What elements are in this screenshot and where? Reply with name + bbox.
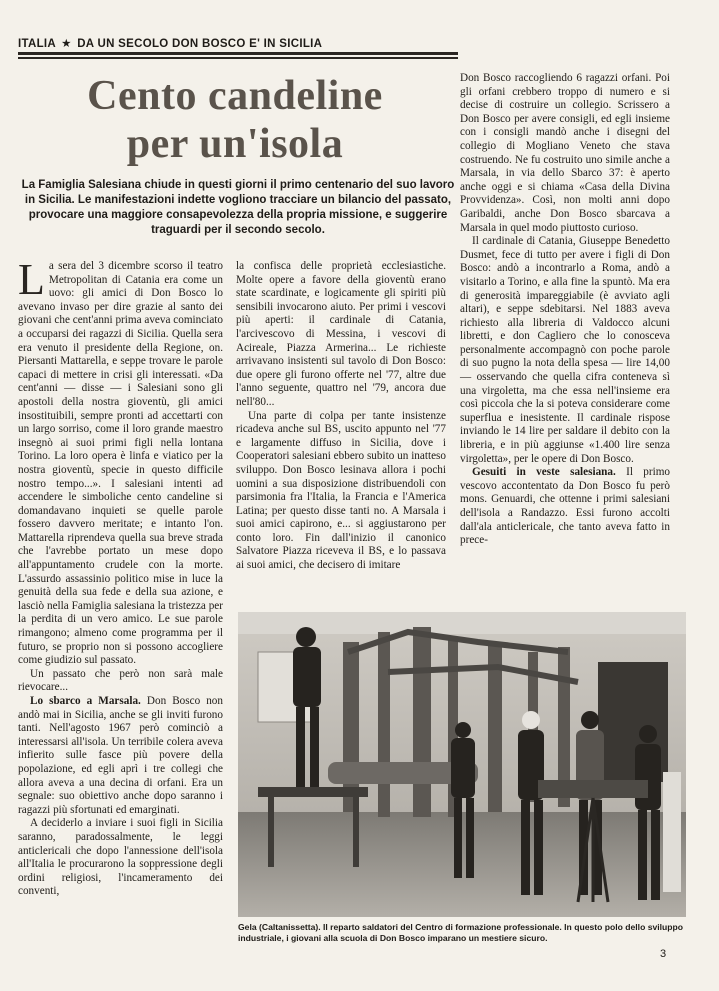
article-lead: La Famiglia Salesiana chiude in questi giorni il primo centenario del suo lavoro in Sicilia. Le manifestazioni indette vogliono tracciare un bilancio del passato, provocare una maggiore consapevolezza della propria missione, e suggerire traguardi per il secondo secolo. xyxy=(21,179,455,236)
caption-place: Gela (Caltanissetta). xyxy=(238,922,321,932)
paragraph: A deciderlo a inviare i suoi figli in Sicilia saranno, paradossalmente, le leggi anticlericali che dopo l'annessione dell'isola all'Italia le procurarono la soppressione degli ordini religiosi, l'incameramento dei conventi, xyxy=(18,817,223,898)
header-rule-top xyxy=(18,52,458,55)
paragraph xyxy=(18,255,223,668)
paragraph: Un passato che però non sarà male rievocare... xyxy=(18,667,223,694)
paragraph: Il cardinale di Catania, Giuseppe Benedetto Dusmet, fece di tutto per avere i figli di Don Bosco: andò a incontrarlo a Roma, andò a visitarlo a Torino, e alla fine la spuntò. Ma era di generosità impareggiabile (è avviato agli altari), e seppe sdebitarsi. Nel 1883 aveva richiesto alla libreria di Valdocco alcuni libretti, e don Cagliero che lo conosceva personalmente accompagnò con poche parole di suo pugno la nota della spesa — lire 14,00 — osservando che quella cifra conteneva sì una virgoletta, ma che essa nell'insieme era così piccola che la si poteva considerare come superflua e inesistente. Il cardinale rispose inviando le 14 lire per saldare il debito con la libreria, e in più aggiunse «1.400 lire senza virgoletta», per le opere di Don Bosco. xyxy=(460,235,670,465)
page-number: 3 xyxy=(660,948,667,960)
section-label-topic: DA UN SECOLO DON BOSCO E' IN SICILIA xyxy=(77,38,323,50)
article-title xyxy=(20,72,450,168)
article-title-line2: per un'isola xyxy=(126,121,344,167)
photo-caption xyxy=(238,922,686,944)
paragraph-text: Don Bosco non andò mai in Sicilia, anche se gli inviti furono tanti. Nell'agosto 1967 però cominciò a interessarsi all'isola. Un terribile colera aveva infierito sulle fasce più povere della popolazione, ed egli aprì i tre collegi che allora aveva a una decina di orfani. Era un segnale: suo obiettivo anche dopo saranno i ragazzi più sfortunati ed emarginati. xyxy=(18,695,223,816)
subheading: Gesuiti in veste salesiana. xyxy=(472,466,616,479)
section-header xyxy=(18,36,668,50)
star-icon: ★ xyxy=(61,38,72,50)
column-3 xyxy=(460,72,670,548)
paragraph: Don Bosco raccogliendo 6 ragazzi orfani. Poi gli orfani crebbero troppo di numero e si decise di costruire un collegio. Scrissero a Don Bosco per avere consigli, ed egli insieme con i consigli mandò anche i disegni del collegio di Mogliano Veneto che stava costruendo. Ne fu costruito uno simile anche a Marsala, in via dello Sbarco 37: è aperto anche oggi e si chiama «Casa della Divina Provvidenza». Così, non molti anni dopo Garibaldi, anche Don Bosco sbarcava a Marsala in quel modo piuttosto curioso. xyxy=(460,72,670,234)
drop-cap: L xyxy=(18,255,45,304)
subheading: Lo sbarco a Marsala. xyxy=(30,695,141,707)
photo-illustration xyxy=(238,612,686,917)
header-rule-bottom xyxy=(18,57,458,59)
paragraph-text: Il primo vescovo accontentato da Don Bosco fu però mons. Genuardi, che ottenne i primi salesiani dell'isola a Randazzo. Essi furono accolti dall'ala anticlericale, che tanto aveva fatto in prece- xyxy=(460,466,671,547)
article-title-line1: Cento candeline xyxy=(87,73,383,119)
paragraph-text: a sera del 3 dicembre scorso il teatro Metropolitan di Catania era come un uovo: gli amici di Don Bosco lo avevano invaso per dire grazie al santo dei giovani che cent'anni prima aveva cominciato a occuparsi dei ragazzi di Sicilia. Quella sera era venuto il presidente della Regione, on. Piersanti Mattarella, e seppe trovare le parole capaci di mettere in crisi gli interessati. «Da cent'anni — disse — i Salesiani sono gli apostoli della nostra gioventù, gli amici insostituibili, sempre pronti ad accettarti con un largo sorriso, come il loro grande maestro insegnò ai suoi primi figli nella lontana Torino. La loro opera è linfa e viatico per la nostra gioventù, specie in questo difficile nostro tempo...». I salesiani intenti ad accendere le simboliche cento candeline si domandavano inquieti se quelle parole fossero davvero meritate; e intanto l'on. Mattarella riprendeva quella sua breve strada che l'avrebbe portato un mese dopo all'appuntamento crudele con la morte. L'assurdo assassinio politico mise in luce la genuità della sua fede e della sua azione, e lasciò nella Famiglia salesiana la tristezza per la perdita di un vero amico. Le sue parole rimangono; almeno come programma per il futuro, se proprio non si possono accogliere come giudizio sul passato. xyxy=(18,260,223,667)
paragraph xyxy=(18,695,223,817)
column-1 xyxy=(18,255,223,899)
paragraph: Una parte di colpa per tante insistenze ricadeva anche sul BS, uscito appunto nel '77 e largamente diffuso in Sicilia, dove i Cooperatori salesiani ebbero subito un inatteso sviluppo. Don Bosco lesinava allora i pochi uomini a sua disposizione distribuendoli con parsimonia fra l'Italia, la Francia e l'America Latina; per questo disse tanti no. A Marsala i suoi amici capirono, e... si aggiustarono per conto loro. Fin dall'inizio il canonico Salvatore Piazza riceveva il BS, e lo passava ai suoi amici, che decisero di imitare xyxy=(236,409,446,572)
section-label-country: ITALIA xyxy=(18,38,56,50)
caption-text: Il reparto saldatori del Centro di formazione professionale. In questo polo dello sviluppo industriale, i giovani alla scuola di Don Bosco imparano un mestiere sicuro. xyxy=(238,922,684,943)
column-2 xyxy=(236,260,446,573)
paragraph xyxy=(460,466,670,548)
paragraph: la confisca delle proprietà ecclesiastiche. Molte opere a favore della gioventù erano state scardinate, e logicamente gli spiriti più sensibili invocarono aiuto. Per primi i vescovi più aperti: il cardinale di Catania, l'arcivescovo di Messina, i vescovi di Acireale, Piazza Armerina... Le richieste arrivavano insistenti sul tavolo di Don Bosco: due opere gli furono offerte nel '77, altre due l'anno seguente, quattro nel '79, ancora due nell'80... xyxy=(236,260,446,408)
workshop-photo xyxy=(238,612,686,917)
